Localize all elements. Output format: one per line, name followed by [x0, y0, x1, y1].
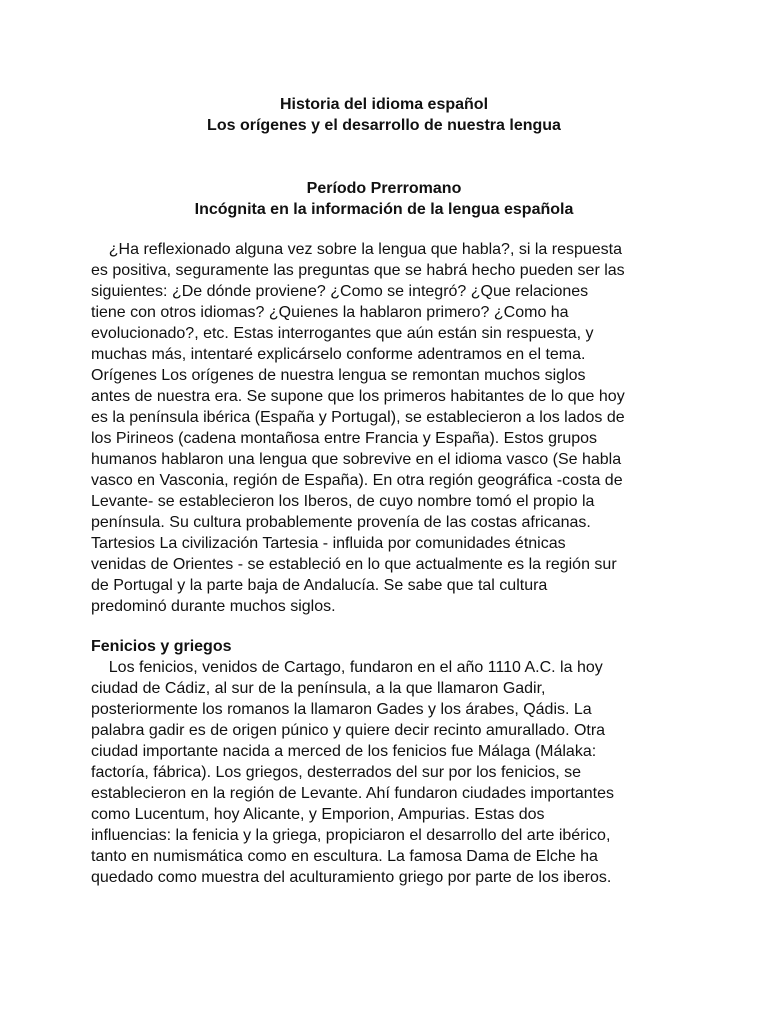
- text-line: vasco en Vasconia, región de España). En otra región geográfica -costa de: [91, 472, 623, 489]
- text-line: palabra gadir es de origen púnico y quiere decir recinto amurallado. Otra: [91, 722, 606, 739]
- text-line: ciudad de Cádiz, al sur de la península, a la que llamaron Gadir,: [91, 680, 546, 697]
- text-line: ¿Ha reflexionado alguna vez sobre la lengua que habla?, si la respuesta: [91, 241, 623, 258]
- text-line: antes de nuestra era. Se supone que los primeros habitantes de lo que hoy: [91, 388, 625, 405]
- text-line: es positiva, seguramente las preguntas que se habrá hecho pueden ser las: [91, 262, 625, 279]
- text-line: muchas más, intentaré explicárselo conforme adentramos en el tema.: [91, 346, 586, 363]
- section-heading-fenicios-y-griegos: Fenicios y griegos: [91, 638, 232, 655]
- text-line: humanos hablaron una lengua que sobrevive en el idioma vasco (Se habla: [91, 451, 622, 468]
- text-line: tiene con otros idiomas? ¿Quienes la hablaron primero? ¿Como ha: [91, 304, 569, 321]
- text-line: Levante- se establecieron los Iberos, de cuyo nombre tomó el propio la: [91, 493, 595, 510]
- paragraph-periodo-prerromano: [91, 239, 691, 617]
- text-line: península. Su cultura probablemente provenía de las costas africanas.: [91, 514, 591, 531]
- text-line: los Pirineos (cadena montañosa entre Francia y España). Estos grupos: [91, 430, 598, 447]
- text-line: evolucionado?, etc. Estas interrogantes que aún están sin respuesta, y: [91, 325, 594, 342]
- text-line: Los fenicios, venidos de Cartago, fundaron en el año 1110 A.C. la hoy: [91, 659, 603, 676]
- document-title: [0, 94, 768, 136]
- paragraph-fenicios-y-griegos: [91, 657, 691, 888]
- text-line: ciudad importante nacida a merced de los fenicios fue Málaga (Málaka:: [91, 743, 597, 760]
- title-line: Historia del idioma español: [279, 96, 489, 113]
- text-line: Tartesios La civilización Tartesia - influida por comunidades étnicas: [91, 535, 566, 552]
- document-subtitle: [0, 178, 768, 220]
- text-line: factoría, fábrica). Los griegos, desterrados del sur por los fenicios, se: [91, 764, 582, 781]
- text-line: venidas de Orientes - se estableció en lo que actualmente es la región sur: [91, 556, 617, 573]
- text-line: quedado como muestra del aculturamiento griego por parte de los iberos.: [91, 869, 612, 886]
- subtitle-line: Período Prerromano: [306, 180, 462, 197]
- text-line: establecieron en la región de Levante. Ahí fundaron ciudades importantes: [91, 785, 615, 802]
- text-line: de Portugal y la parte baja de Andalucía. Se sabe que tal cultura: [91, 577, 548, 594]
- text-line: es la península ibérica (España y Portugal), se establecieron a los lados de: [91, 409, 625, 426]
- text-line: posteriormente los romanos la llamaron Gades y los árabes, Qádis. La: [91, 701, 592, 718]
- text-line: predominó durante muchos siglos.: [91, 598, 336, 615]
- text-line: tanto en numismática como en escultura. La famosa Dama de Elche ha: [91, 848, 598, 865]
- text-line: siguientes: ¿De dónde proviene? ¿Como se integró? ¿Que relaciones: [91, 283, 589, 300]
- title-line: Los orígenes y el desarrollo de nuestra lengua: [207, 117, 561, 134]
- text-line: como Lucentum, hoy Alicante, y Emporion, Ampurias. Estas dos: [91, 806, 545, 823]
- text-line: Orígenes Los orígenes de nuestra lengua se remontan muchos siglos: [91, 367, 586, 384]
- subtitle-line: Incógnita en la información de la lengua española: [194, 201, 574, 218]
- text-line: influencias: la fenicia y la griega, propiciaron el desarrollo del arte ibérico,: [91, 827, 611, 844]
